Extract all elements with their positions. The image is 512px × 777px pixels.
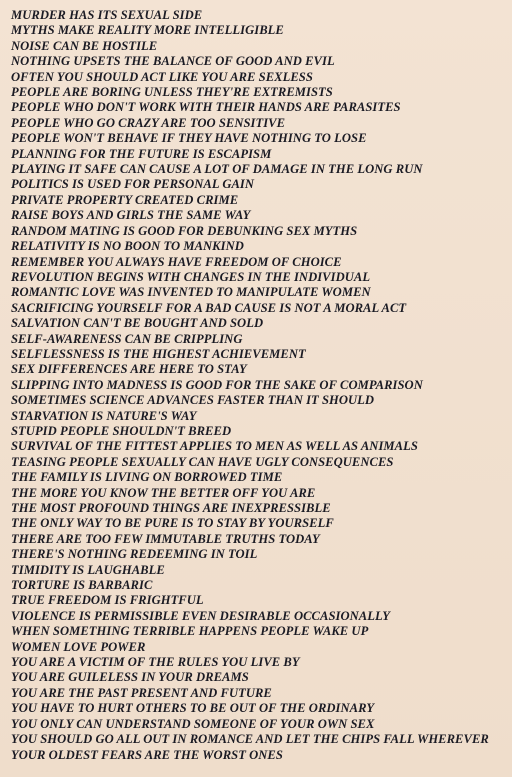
truism-line: YOU ONLY CAN UNDERSTAND SOMEONE OF YOUR OWN SEX bbox=[11, 716, 375, 731]
truism-line: YOU ARE GUILELESS IN YOUR DREAMS bbox=[11, 670, 249, 685]
truism-line: POLITICS IS USED FOR PERSONAL GAIN bbox=[11, 177, 255, 192]
truism-line: TRUE FREEDOM IS FRIGHTFUL bbox=[11, 593, 204, 608]
truism-line: NOISE CAN BE HOSTILE bbox=[11, 38, 158, 53]
truism-line: SACRIFICING YOURSELF FOR A BAD CAUSE IS NOT A MORAL ACT bbox=[11, 300, 407, 315]
truism-line: THE FAMILY IS LIVING ON BORROWED TIME bbox=[11, 470, 283, 485]
truism-line: WOMEN LOVE POWER bbox=[11, 639, 146, 654]
truism-line: TEASING PEOPLE SEXUALLY CAN HAVE UGLY CONSEQUENCES bbox=[11, 454, 394, 469]
truism-line: SOMETIMES SCIENCE ADVANCES FASTER THAN IT SHOULD bbox=[11, 393, 375, 408]
truism-line: THE ONLY WAY TO BE PURE IS TO STAY BY YOURSELF bbox=[11, 516, 334, 531]
truism-line: NOTHING UPSETS THE BALANCE OF GOOD AND EVIL bbox=[11, 54, 335, 69]
truism-line: SELFLESSNESS IS THE HIGHEST ACHIEVEMENT bbox=[11, 346, 306, 361]
truism-line: YOUR OLDEST FEARS ARE THE WORST ONES bbox=[11, 747, 283, 762]
truism-line: PEOPLE WON'T BEHAVE IF THEY HAVE NOTHING TO LOSE bbox=[11, 131, 367, 146]
truism-line: PEOPLE ARE BORING UNLESS THEY'RE EXTREMISTS bbox=[11, 85, 333, 100]
truism-line: PEOPLE WHO GO CRAZY ARE TOO SENSITIVE bbox=[11, 115, 286, 130]
truism-line: RANDOM MATING IS GOOD FOR DEBUNKING SEX MYTHS bbox=[11, 223, 358, 238]
truism-line: PEOPLE WHO DON'T WORK WITH THEIR HANDS ARE PARASITES bbox=[11, 100, 401, 115]
truism-line: STUPID PEOPLE SHOULDN'T BREED bbox=[11, 423, 232, 438]
truism-line: SELF-AWARENESS CAN BE CRIPPLING bbox=[11, 331, 243, 346]
truism-line: YOU ARE THE PAST PRESENT AND FUTURE bbox=[11, 685, 272, 700]
truism-line: THERE'S NOTHING REDEEMING IN TOIL bbox=[11, 547, 258, 562]
truism-line: WHEN SOMETHING TERRIBLE HAPPENS PEOPLE WAKE UP bbox=[11, 624, 369, 639]
truism-line: THE MOST PROFOUND THINGS ARE INEXPRESSIBLE bbox=[11, 501, 331, 515]
truism-line: SEX DIFFERENCES ARE HERE TO STAY bbox=[11, 362, 247, 377]
truism-line: THE MORE YOU KNOW THE BETTER OFF YOU ARE bbox=[11, 485, 316, 500]
truism-line: YOU HAVE TO HURT OTHERS TO BE OUT OF THE ORDINARY bbox=[11, 701, 375, 716]
truism-line: TORTURE IS BARBARIC bbox=[11, 578, 153, 593]
truism-line: STARVATION IS NATURE'S WAY bbox=[11, 408, 197, 423]
truism-line: SALVATION CAN'T BE BOUGHT AND SOLD bbox=[11, 316, 264, 331]
truism-line: MURDER HAS ITS SEXUAL SIDE bbox=[11, 8, 203, 22]
truism-line: MYTHS MAKE REALITY MORE INTELLIGIBLE bbox=[11, 23, 284, 38]
truism-line: SLIPPING INTO MADNESS IS GOOD FOR THE SAKE OF COMPARISON bbox=[11, 377, 423, 392]
truism-list bbox=[11, 8, 512, 763]
truism-line: OFTEN YOU SHOULD ACT LIKE YOU ARE SEXLESS bbox=[11, 69, 313, 84]
truism-line: PLAYING IT SAFE CAN CAUSE A LOT OF DAMAGE IN THE LONG RUN bbox=[11, 162, 423, 177]
truism-line: RELATIVITY IS NO BOON TO MANKIND bbox=[11, 239, 244, 254]
truism-line: SURVIVAL OF THE FITTEST APPLIES TO MEN AS WELL AS ANIMALS bbox=[11, 439, 418, 454]
truism-line: PLANNING FOR THE FUTURE IS ESCAPISM bbox=[11, 146, 272, 161]
truism-line: PRIVATE PROPERTY CREATED CRIME bbox=[11, 192, 239, 207]
truism-line: TIMIDITY IS LAUGHABLE bbox=[11, 562, 165, 577]
truism-line: THERE ARE TOO FEW IMMUTABLE TRUTHS TODAY bbox=[11, 531, 320, 546]
truism-line: VIOLENCE IS PERMISSIBLE EVEN DESIRABLE OCCASIONALLY bbox=[11, 608, 390, 623]
truism-line: YOU SHOULD GO ALL OUT IN ROMANCE AND LET THE CHIPS FALL WHEREVER bbox=[11, 732, 489, 747]
truism-line: REVOLUTION BEGINS WITH CHANGES IN THE INDIVIDUAL bbox=[11, 269, 371, 284]
truism-line: REMEMBER YOU ALWAYS HAVE FREEDOM OF CHOICE bbox=[11, 254, 342, 269]
truism-line: ROMANTIC LOVE WAS INVENTED TO MANIPULATE WOMEN bbox=[11, 285, 371, 300]
truism-line: YOU ARE A VICTIM OF THE RULES YOU LIVE BY bbox=[11, 655, 300, 670]
truism-line: RAISE BOYS AND GIRLS THE SAME WAY bbox=[11, 208, 251, 223]
